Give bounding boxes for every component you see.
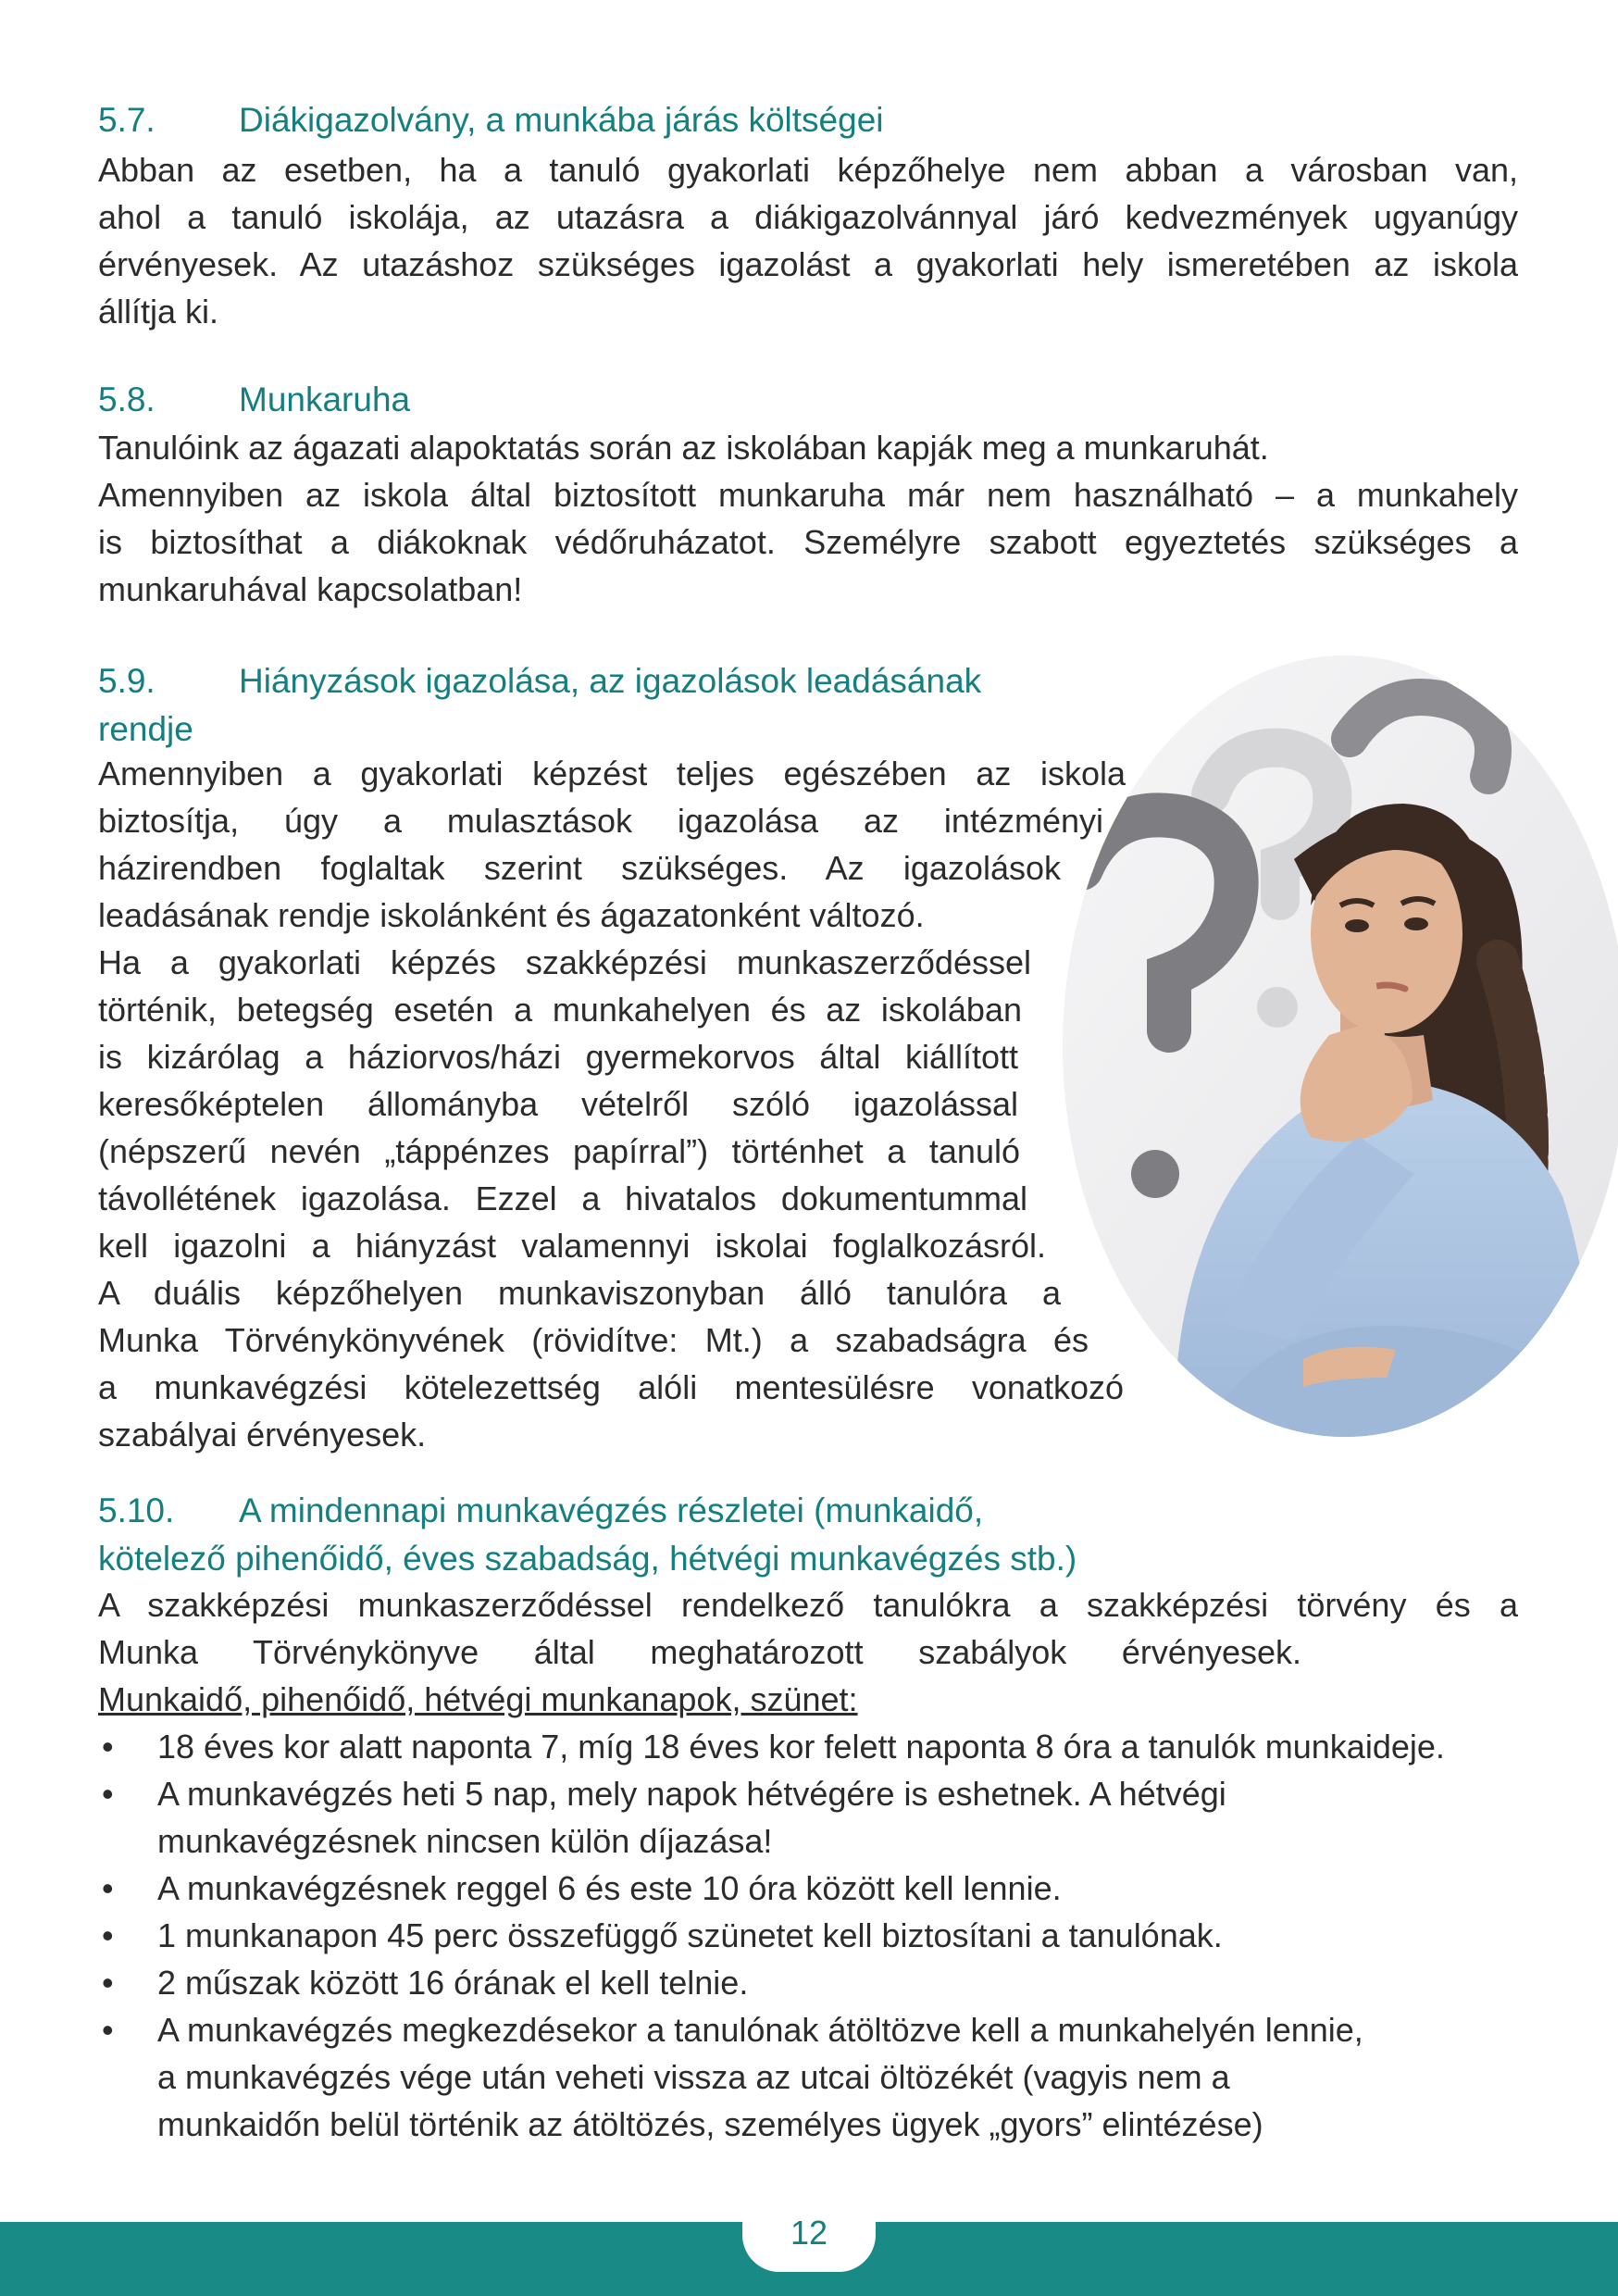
question-mark-icon: ? xyxy=(1590,672,1614,720)
paragraph-5-10 xyxy=(98,1581,1518,1723)
text-line: A szakképzési munkaszerződéssel rendelkező tanulókra a szakképzési törvény és a xyxy=(98,1586,1518,1624)
section-title-continued: kötelező pihenőidő, éves szabadság, hétvégi munkavégzés stb.) xyxy=(98,1540,1077,1578)
text-line: biztosítja, úgy a mulasztások igazolása az intézményi xyxy=(98,802,1103,840)
paragraph-5-8 xyxy=(98,424,1518,613)
heading-5-10 xyxy=(98,1487,1077,1583)
text-line: állítja ki. xyxy=(98,293,219,331)
text-line: 1 munkanapon 45 perc összefüggő szünetet kell biztosítani a tanulónak. xyxy=(157,1916,1223,1954)
thinking-woman-photo xyxy=(1063,655,1618,1437)
text-line: is kizárólag a háziorvos/házi gyermekorvos által kiállított xyxy=(98,1038,1018,1076)
text-line: A munkavégzésnek reggel 6 és este 10 óra között kell lennie. xyxy=(157,1869,1062,1907)
text-line: leadásának rendje iskolánként és ágazatonként változó. xyxy=(98,896,925,934)
list-item xyxy=(98,1959,1518,2006)
subheading: Munkaidő, pihenőidő, hétvégi munkanapok, szünet: xyxy=(98,1680,858,1718)
text-line: A munkavégzés megkezdésekor a tanulónak átöltözve kell a munkahelyén lennie, xyxy=(157,2011,1363,2049)
heading-5-7 xyxy=(98,96,884,144)
heading-5-8 xyxy=(98,376,410,424)
text-line: a munkavégzési kötelezettség alóli mentesülésre vonatkozó xyxy=(98,1368,1124,1406)
list-item xyxy=(98,1723,1518,1770)
rules-list xyxy=(98,1723,1518,2148)
bullet-icon: • xyxy=(102,1916,114,1954)
bullet-icon: • xyxy=(102,1728,114,1766)
text-line: 18 éves kor alatt naponta 7, míg 18 éves kor felett naponta 8 óra a tanulók munkaideje. xyxy=(157,1728,1445,1766)
text-line: A munkavégzés heti 5 nap, mely napok hétvégére is eshetnek. A hétvégi xyxy=(157,1775,1226,1813)
bullet-icon: • xyxy=(102,1869,114,1907)
text-line: történik, betegség esetén a munkahelyen és az iskolában xyxy=(98,991,1022,1029)
heading-5-9 xyxy=(98,657,981,754)
bullet-icon: • xyxy=(102,1775,114,1813)
section-title: Munkaruha xyxy=(239,381,411,418)
text-line: keresőképtelen állományba vételről szóló igazolással xyxy=(98,1085,1018,1123)
text-line: Amennyiben az iskola által biztosított munkaruha már nem használható – a munkahely xyxy=(98,476,1518,514)
paragraph-5-9 xyxy=(98,750,1126,1458)
photo-illustration xyxy=(1063,655,1618,1437)
text-line: is biztosíthat a diákoknak védőruházatot. Személyre szabott egyeztetés szükséges a xyxy=(98,523,1518,561)
list-item xyxy=(98,1770,1518,1865)
section-number: 5.10. xyxy=(98,1491,175,1529)
paragraph-5-7 xyxy=(98,146,1518,335)
text-line: 2 műszak között 16 órának el kell telnie. xyxy=(157,1964,749,2002)
text-line: ahol a tanuló iskolája, az utazásra a diákigazolvánnyal járó kedvezmények ugyanúgy xyxy=(98,198,1518,236)
text-line: Munka Törvénykönyve által meghatározott szabályok érvényesek. xyxy=(98,1633,1301,1671)
text-line: Tanulóink az ágazati alapoktatás során az iskolában kapják meg a munkaruhát. xyxy=(98,429,1269,467)
text-line: szabályai érvényesek. xyxy=(98,1416,427,1454)
list-item xyxy=(98,1865,1518,1912)
section-title: Hiányzások igazolása, az igazolások leadásának xyxy=(239,662,982,700)
text-line: (népszerű nevén „táppénzes papírral”) történhet a tanuló xyxy=(98,1132,1020,1170)
section-title: Diákigazolvány, a munkába járás költségei xyxy=(239,101,884,139)
text-line: Munka Törvénykönyvének (rövidítve: Mt.) a szabadságra és xyxy=(98,1321,1089,1359)
text-line: távollétének igazolása. Ezzel a hivatalos dokumentummal xyxy=(98,1179,1027,1217)
text-line: munkaruhával kapcsolatban! xyxy=(98,570,523,608)
section-title: A mindennapi munkavégzés részletei (munkaidő, xyxy=(239,1491,984,1529)
page-number: 12 xyxy=(742,2189,876,2272)
text-line: házirendben foglaltak szerint szükséges. Az igazolások xyxy=(98,849,1061,887)
bullet-icon: • xyxy=(102,2011,114,2049)
text-line: kell igazolni a hiányzást valamennyi iskolai foglalkozásról. xyxy=(98,1227,1046,1265)
text-line: Amennyiben a gyakorlati képzést teljes egészében az iskola xyxy=(98,755,1126,792)
text-line: A duális képzőhelyen munkaviszonyban álló tanulóra a xyxy=(98,1274,1061,1312)
list-item xyxy=(98,2006,1518,2148)
text-line: munkaidőn belül történik az átöltözés, személyes ügyek „gyors” elintézése) xyxy=(157,2105,1263,2143)
text-line: Ha a gyakorlati képzés szakképzési munkaszerződéssel xyxy=(98,943,1031,981)
bullet-icon: • xyxy=(102,1964,114,2002)
text-line: a munkavégzés vége után veheti vissza az utcai öltözékét (vagyis nem a xyxy=(157,2058,1230,2096)
text-line: munkavégzésnek nincsen külön díjazása! xyxy=(157,1822,773,1860)
section-title-continued: rendje xyxy=(98,710,193,748)
list-item xyxy=(98,1912,1518,1959)
section-number: 5.7. xyxy=(98,101,156,139)
section-number: 5.9. xyxy=(98,662,156,700)
section-number: 5.8. xyxy=(98,381,156,418)
text-line: Abban az esetben, ha a tanuló gyakorlati képzőhelye nem abban a városban van, xyxy=(98,151,1518,189)
text-line: érvényesek. Az utazáshoz szükséges igazolást a gyakorlati hely ismeretében az iskola xyxy=(98,245,1518,283)
